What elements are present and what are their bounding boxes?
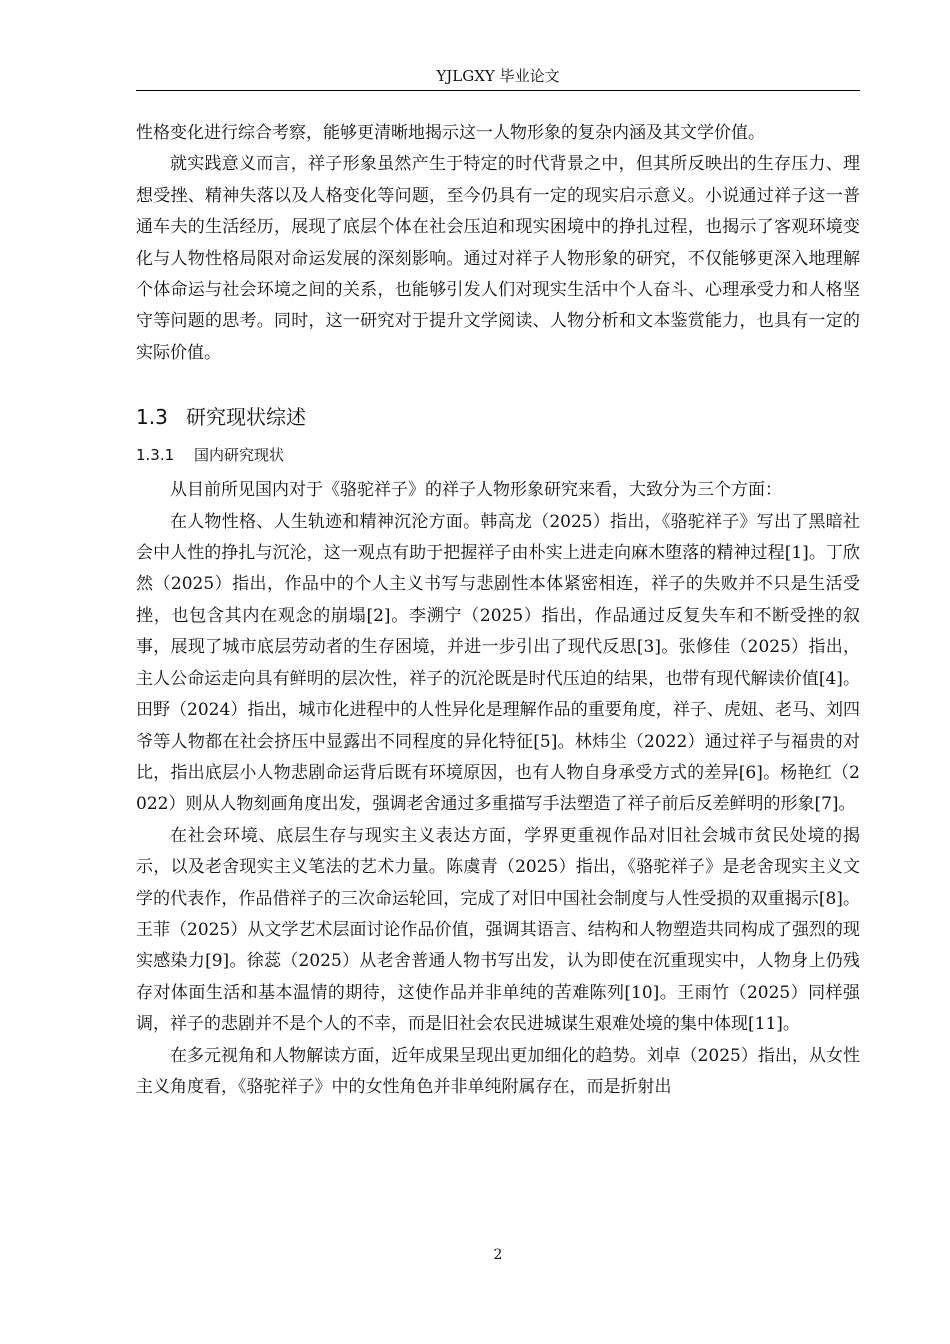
paragraph: 在人物性格、人生轨迹和精神沉沦方面。韩高龙（2025）指出，《骆驼祥子》写出了黑暗社会中人性的挣扎与沉沦，这一观点有助于把握祥子由朴实上进走向麻木堕落的精神过程[1]。丁欣然（2025）指出，作品中的个人主义书写与悲剧性本体紧密相连，祥子的失败并不只是生活受挫，也包含其内在观念的崩塌[2]。李溯宁（2025）指出，作品通过反复失车和不断受挫的叙事，展现了城市底层劳动者的生存困境，并进一步引出了现代反思[3]。张修佳（2025）指出，主人公命运走向具有鲜明的层次性，祥子的沉沦既是时代压迫的结果，也带有现代解读价值[4]。田野（2024）指出，城市化进程中的人性异化是理解作品的重要角度，祥子、虎妞、老马、刘四爷等人物都在社会挤压中显露出不同程度的异化特征[5]。林炜尘（2022）通过祥子与福贵的对比，指出底层小人物悲剧命运背后既有环境原因，也有人物自身承受方式的差异[6]。杨艳红（2022）则从人物刻画角度出发，强调老舍通过多重描写手法塑造了祥子前后反差鲜明的形象[7]。 [136, 511, 860, 815]
section-number: 1.3 [136, 405, 168, 430]
subsection-number: 1.3.1 [136, 446, 175, 465]
page-number: 2 [493, 1247, 503, 1263]
section-title: 研究现状综述 [186, 405, 306, 430]
paragraph: 在多元视角和人物解读方面，近年成果呈现出更加细化的趋势。刘卓（2025）指出，从女性主义角度看，《骆驼祥子》中的女性角色并非单纯附属存在，而是折射出 [136, 1045, 860, 1097]
paragraph: 从目前所见国内对于《骆驼祥子》的祥子人物形象研究来看，大致分为三个方面： [170, 480, 782, 501]
paragraph: 就实践意义而言，祥子形象虽然产生于特定的时代背景之中，但其所反映出的生存压力、理想受挫、精神失落以及人格变化等问题，至今仍具有一定的现实启示意义。小说通过祥子这一普通车夫的生活经历，展现了底层个体在社会压迫和现实困境中的挣扎过程，也揭示了客观环境变化与人物性格局限对命运发展的深刻影响。通过对祥子人物形象的研究，不仅能够更深入地理解个体命运与社会环境之间的关系，也能够引发人们对现实生活中个人奋斗、心理承受力和人格坚守等问题的思考。同时，这一研究对于提升文学阅读、人物分析和文本鉴赏能力，也具有一定的实际价值。 [136, 154, 860, 363]
header-rule [136, 90, 860, 91]
body-text [136, 118, 860, 1103]
subsection-title: 国内研究现状 [194, 446, 285, 465]
running-header: YJLGXY 毕业论文 [436, 67, 560, 85]
paragraph: 在社会环境、底层生存与现实主义表达方面，学界更重视作品对旧社会城市贫民处境的揭示，以及老舍现实主义笔法的艺术力量。陈虞青（2025）指出，《骆驼祥子》是老舍现实主义文学的代表作，作品借祥子的三次命运轮回，完成了对旧中国社会制度与人性受损的双重揭示[8]。王菲（2025）从文学艺术层面讨论作品价值，强调其语言、结构和人物塑造共同构成了强烈的现实感染力[9]。徐蕊（2025）从老舍普通人物书写出发，认为即使在沉重现实中，人物身上仍残存对体面生活和基本温情的期待，这使作品并非单纯的苦难陈列[10]。王雨竹（2025）同样强调，祥子的悲剧并不是个人的不幸，而是旧社会农民进城谋生艰难处境的集中体现[11]。 [136, 825, 860, 1035]
section-heading [136, 403, 860, 431]
subsection-heading [136, 443, 860, 467]
paragraph: 性格变化进行综合考察，能够更清晰地揭示这一人物形象的复杂内涵及其文学价值。 [136, 123, 765, 143]
